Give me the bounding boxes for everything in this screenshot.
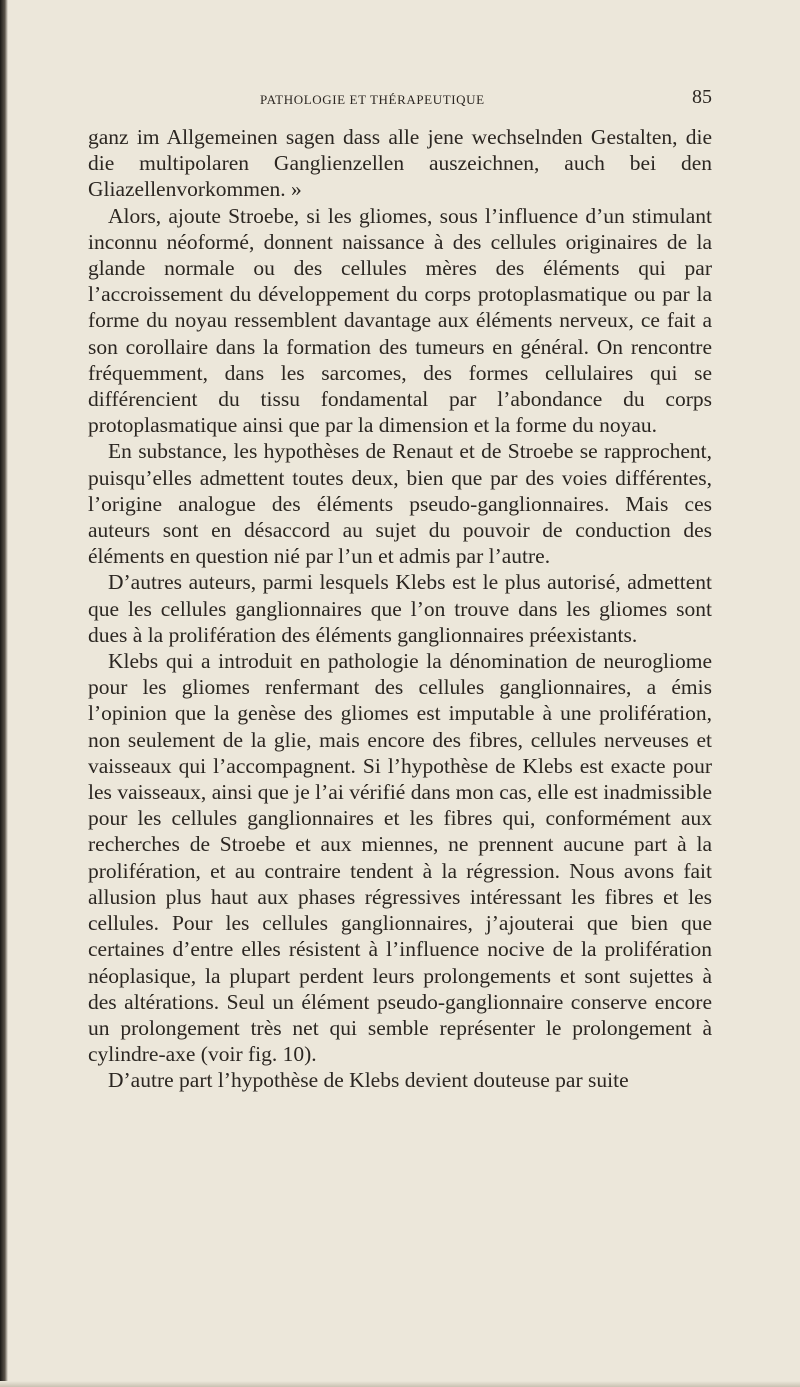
page-header — [88, 86, 712, 116]
page-number: 85 — [692, 86, 712, 108]
paragraph: D’autre part l’hypothèse de Klebs devient douteuse par suite — [108, 1068, 629, 1093]
body-text — [88, 124, 712, 1094]
page-gutter-shadow — [0, 0, 8, 1387]
paragraph: Alors, ajoute Stroebe, si les gliomes, sous l’influence d’un stimulant inconnu néoformé, donnent naissance à des cellules originaires de la glande normale ou des cellules mères des éléments qui par l’accroissement du développement du corps protoplasmatique ou par la forme du noyau ressemblent davantage aux éléments nerveux, ce fait a son corollaire dans la formation des tumeurs en général. On rencontre fréquemment, dans les sarcomes, des formes cellulaires qui se différencient du tissu fondamental par l’abondance du corps protoplasmatique ainsi que par la dimension et la forme du noyau. — [88, 203, 712, 438]
paragraph: D’autres auteurs, parmi lesquels Klebs est le plus autorisé, admettent que les cellules ganglionnaires que l’on trouve dans les gliomes sont dues à la prolifération des éléments ganglionnaires préexistants. — [88, 570, 712, 647]
paragraph: ganz im Allgemeinen sagen dass alle jene wechselnden Gestalten, die die multipolaren Ganglienzellen auszeichnen, auch bei den Gliazellenvorkommen. » — [88, 125, 712, 202]
page-bottom-edge — [0, 1381, 800, 1387]
running-title: PATHOLOGIE ET THÉRAPEUTIQUE — [260, 92, 485, 107]
paragraph: Klebs qui a introduit en pathologie la dénomination de neurogliome pour les gliomes renfermant des cellules ganglionnaires, a émis l’opinion que la genèse des gliomes est imputable à une prolifération, non seulement de la glie, mais encore des fibres, cellules nerveuses et vaisseaux qui l’accompagnent. Si l’hypothèse de Klebs est exacte pour les vaisseaux, ainsi que je l’ai vérifié dans mon cas, elle est inadmissible pour les cellules ganglionnaires et les fibres qui, conformément aux recherches de Stroebe et aux miennes, ne prennent aucune part à la prolifération, et au contraire tendent à la régression. Nous avons fait allusion plus haut aux phases régressives intéressant les fibres et les cellules. Pour les cellules ganglionnaires, j’ajouterai que bien que certaines d’entre elles résistent à l’influence nocive de la prolifération néoplasique, la plupart perdent leurs prolongements et sont sujettes à des altérations. Seul un élément pseudo-ganglionnaire conserve encore un prolongement très net qui semble représenter le prolongement à cylindre-axe (voir fig. 10). — [88, 649, 712, 1067]
paragraph: En substance, les hypothèses de Renaut et de Stroebe se rapprochent, puisqu’elles admettent toutes deux, bien que par des voies différentes, l’origine analogue des éléments pseudo-ganglionnaires. Mais ces auteurs sont en désaccord au sujet du pouvoir de conduction des éléments en question nié par l’un et admis par l’autre. — [88, 439, 712, 569]
